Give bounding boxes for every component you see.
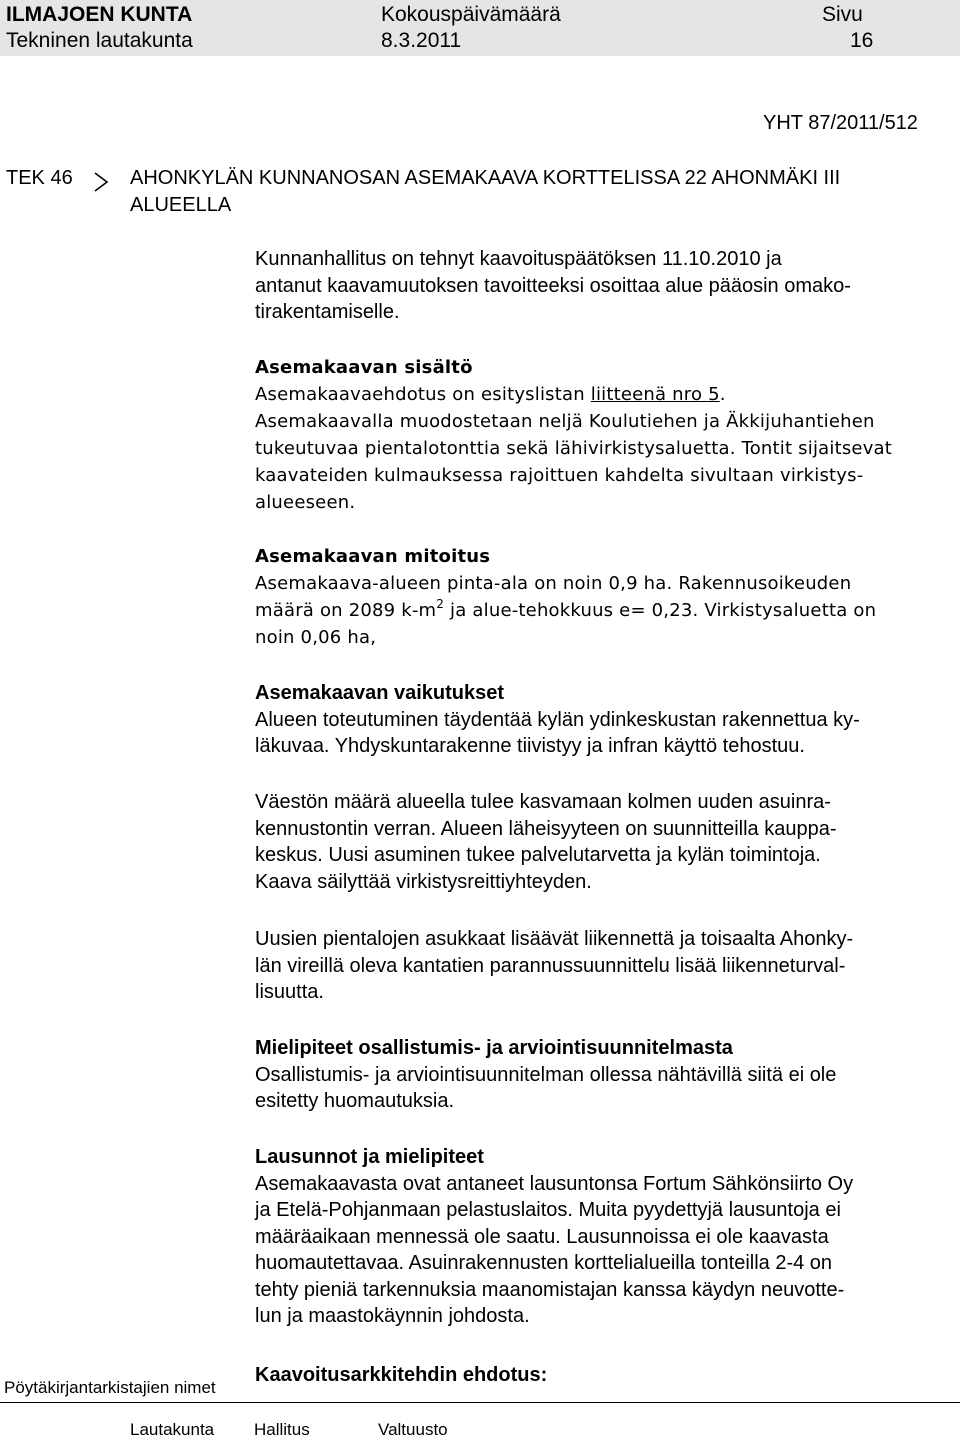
- effects-line: län vireillä oleva kantatien parannussuunnittelu lisää liikenneturval-: [255, 954, 846, 977]
- effects-paragraph-2: [255, 789, 955, 895]
- intro-line: antanut kaavamuutoksen tavoitteeksi osoittaa alue pääosin omako-: [255, 274, 851, 297]
- effects-heading: Asemakaavan vaikutukset: [255, 682, 505, 704]
- footer-government-label: Hallitus: [254, 1420, 310, 1439]
- org-name: ILMAJOEN KUNTA: [6, 3, 193, 26]
- statements-line: huomautettavaa. Asuinrakennusten korttelialueilla tonteilla 2-4 on: [255, 1252, 833, 1274]
- intro-line: Kunnanhallitus on tehnyt kaavoituspäätöksen 11.10.2010 ja: [255, 248, 782, 270]
- opinions-line: Osallistumis- ja arviointisuunnitelman ollessa nähtävillä siitä ei ole: [255, 1063, 837, 1086]
- statements-section: [255, 1144, 955, 1330]
- statements-line: määräaikaan mennessä ole saatu. Lausunnoissa ei ole kaavasta: [255, 1225, 829, 1248]
- dimensioning-section: [255, 543, 955, 651]
- content-heading: Asemakaavan sisältö: [255, 357, 473, 378]
- effects-line: Uusien pientalojen asukkaat lisäävät liikennettä ja toisaalta Ahonky-: [255, 928, 854, 950]
- opinions-heading: Mielipiteet osallistumis- ja arviointisuunnitelmasta: [255, 1037, 733, 1059]
- content-line: alueeseen.: [255, 492, 356, 513]
- footer-divider: [0, 1402, 960, 1403]
- item-title-line2: ALUEELLA: [130, 194, 232, 216]
- proposal-heading: Kaavoitusarkkitehdin ehdotus:: [255, 1364, 548, 1386]
- footer-checkers-label: Pöytäkirjantarkistajien nimet: [4, 1378, 216, 1397]
- statements-heading: Lausunnot ja mielipiteet: [255, 1146, 484, 1168]
- effects-line: läkuvaa. Yhdyskuntarakenne tiivistyy ja infran käyttö tehostuu.: [255, 735, 805, 757]
- page-number: 16: [850, 29, 874, 52]
- effects-line: Kaava säilyttää virkistysreittiyhteyden.: [255, 870, 592, 893]
- footer-council-label: Valtuusto: [378, 1420, 448, 1439]
- effects-line: lisuutta.: [255, 981, 324, 1003]
- statements-line: Asemakaavasta ovat antaneet lausuntonsa Fortum Sähkönsiirto Oy: [255, 1172, 854, 1195]
- attachment-link[interactable]: liitteenä nro 5: [590, 384, 720, 405]
- arrow-icon: [92, 170, 112, 194]
- statements-line: tehty pieniä tarkennuksia maanomistajan kanssa käydyn neuvotte-: [255, 1278, 845, 1301]
- dimensioning-line: Asemakaava-alueen pinta-ala on noin 0,9 ha. Rakennusoikeuden: [255, 573, 852, 594]
- item-number: TEK 46: [6, 167, 73, 189]
- effects-paragraph-3: [255, 926, 955, 1006]
- opinions-section: [255, 1035, 955, 1115]
- date-label: Kokouspäivämäärä: [381, 3, 561, 26]
- dimensioning-line: määrä on 2089 $k-m^2$ ja alue-tehokkuus e= 0,23. Virkistysaluetta on: [255, 597, 877, 621]
- content-section: [255, 354, 955, 516]
- intro-paragraph: [255, 246, 955, 326]
- effects-line: Alueen toteutuminen täydentää kylän ydinkeskustan rakennettua ky-: [255, 708, 860, 731]
- page-label: Sivu: [822, 3, 863, 26]
- item-title-line1: AHONKYLÄN KUNNANOSAN ASEMAKAAVA KORTTELISSA 22 AHONMÄKI III: [130, 167, 841, 189]
- content-line: tukeutuvaa pientalotonttia sekä lähivirkistysaluetta. Tontit sijaitsevat: [255, 438, 893, 459]
- dimensioning-heading: Asemakaavan mitoitus: [255, 546, 491, 567]
- content-line: Asemakaavaehdotus on esityslistan liitteenä nro 5.: [255, 384, 726, 405]
- unit-name: Tekninen lautakunta: [6, 29, 193, 52]
- effects-line: kennustontin verran. Alueen läheisyyteen on suunnitteilla kauppa-: [255, 817, 837, 840]
- content-line: kaavateiden kulmauksessa rajoittuen kahdelta sivultaan virkistys-: [255, 465, 864, 486]
- effects-line: Väestön määrä alueella tulee kasvamaan kolmen uuden asuinra-: [255, 791, 831, 813]
- meeting-date: 8.3.2011: [381, 29, 462, 52]
- dimensioning-line: noin 0,06 ha,: [255, 627, 377, 648]
- statements-line: lun ja maastokäynnin johdosta.: [255, 1305, 530, 1327]
- case-reference: YHT 87/2011/512: [763, 112, 918, 134]
- intro-line: tirakentamiselle.: [255, 301, 400, 323]
- effects-section: [255, 680, 955, 760]
- footer-board-label: Lautakunta: [130, 1420, 215, 1439]
- content-line: Asemakaavalla muodostetaan neljä Koulutiehen ja Äkkijuhantiehen: [255, 411, 875, 432]
- effects-line: keskus. Uusi asuminen tukee palvelutarvetta ja kylän toimintoja.: [255, 844, 821, 866]
- statements-line: ja Etelä-Pohjanmaan pelastuslaitos. Muita pyydettyjä lausuntoja ei: [255, 1199, 841, 1221]
- opinions-line: esitetty huomautuksia.: [255, 1090, 454, 1112]
